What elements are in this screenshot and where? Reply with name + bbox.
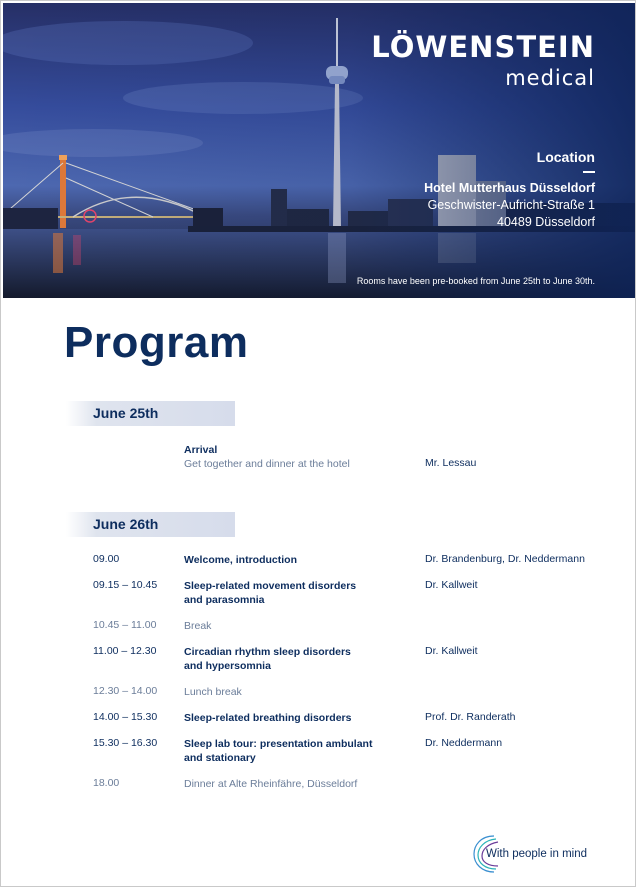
agenda-topic: Get together and dinner at the hotel: [184, 458, 350, 470]
program-title: Program: [64, 318, 249, 367]
location-street: Geschwister-Aufricht-Straße 1: [427, 198, 595, 212]
agenda-topic: Welcome, introduction: [184, 554, 297, 566]
day-header: [66, 512, 235, 537]
agenda-time: 11.00 – 12.30: [93, 645, 157, 657]
agenda-topic-line2: and parasomnia: [184, 594, 265, 606]
agenda-speaker: Prof. Dr. Randerath: [425, 711, 516, 723]
agenda-speaker: Dr. Kallweit: [425, 645, 478, 657]
agenda-topic: Arrival: [184, 444, 218, 456]
agenda-speaker: Dr. Kallweit: [425, 579, 478, 591]
location-block: [424, 149, 595, 231]
agenda-speaker: Mr. Lessau: [425, 457, 477, 469]
agenda-speaker: Dr. Neddermann: [425, 737, 503, 749]
day-label: June 26th: [93, 516, 159, 532]
agenda-topic: Sleep-related breathing disorders: [184, 712, 352, 724]
agenda-time: 14.00 – 15.30: [93, 711, 158, 723]
agenda-time: 15.30 – 16.30: [93, 737, 158, 749]
header-banner: [3, 3, 635, 298]
agenda-topic-line2: and hypersomnia: [184, 660, 271, 672]
slogan-logo: [472, 832, 596, 876]
agenda-speaker: Dr. Brandenburg, Dr. Neddermann: [425, 553, 585, 565]
location-city: 40489 Düsseldorf: [497, 215, 595, 229]
day-label: June 25th: [93, 405, 159, 421]
brand-logo: [371, 30, 595, 90]
agenda-time: 09.00: [93, 553, 120, 565]
agenda-topic: Sleep lab tour: presentation ambulant: [184, 738, 373, 750]
rooms-note: Rooms have been pre-booked from June 25th to June 30th.: [356, 276, 595, 286]
day-header: [66, 401, 235, 426]
agenda-time: 12.30 – 14.00: [93, 685, 158, 697]
location-divider: [583, 171, 595, 173]
agenda-topic: Sleep-related movement disorders: [184, 580, 357, 592]
location-hotel: Hotel Mutterhaus Düsseldorf: [424, 181, 595, 195]
agenda-topic: Circadian rhythm sleep disorders: [184, 646, 351, 658]
brand-sub: medical: [505, 66, 595, 90]
agenda-topic: Dinner at Alte Rheinfähre, Düsseldorf: [184, 778, 358, 790]
agenda-time: 09.15 – 10.45: [93, 579, 158, 591]
agenda-time: 10.45 – 11.00: [93, 619, 157, 631]
slogan-text: With people in mind: [486, 848, 587, 860]
brand-name: LÖWENSTEIN: [371, 30, 595, 64]
agenda-topic: Break: [184, 620, 212, 632]
agenda-topic: Lunch break: [184, 686, 242, 698]
location-title: Location: [536, 149, 595, 165]
agenda-topic-line2: and stationary: [184, 752, 256, 764]
agenda-time: 18.00: [93, 777, 120, 789]
